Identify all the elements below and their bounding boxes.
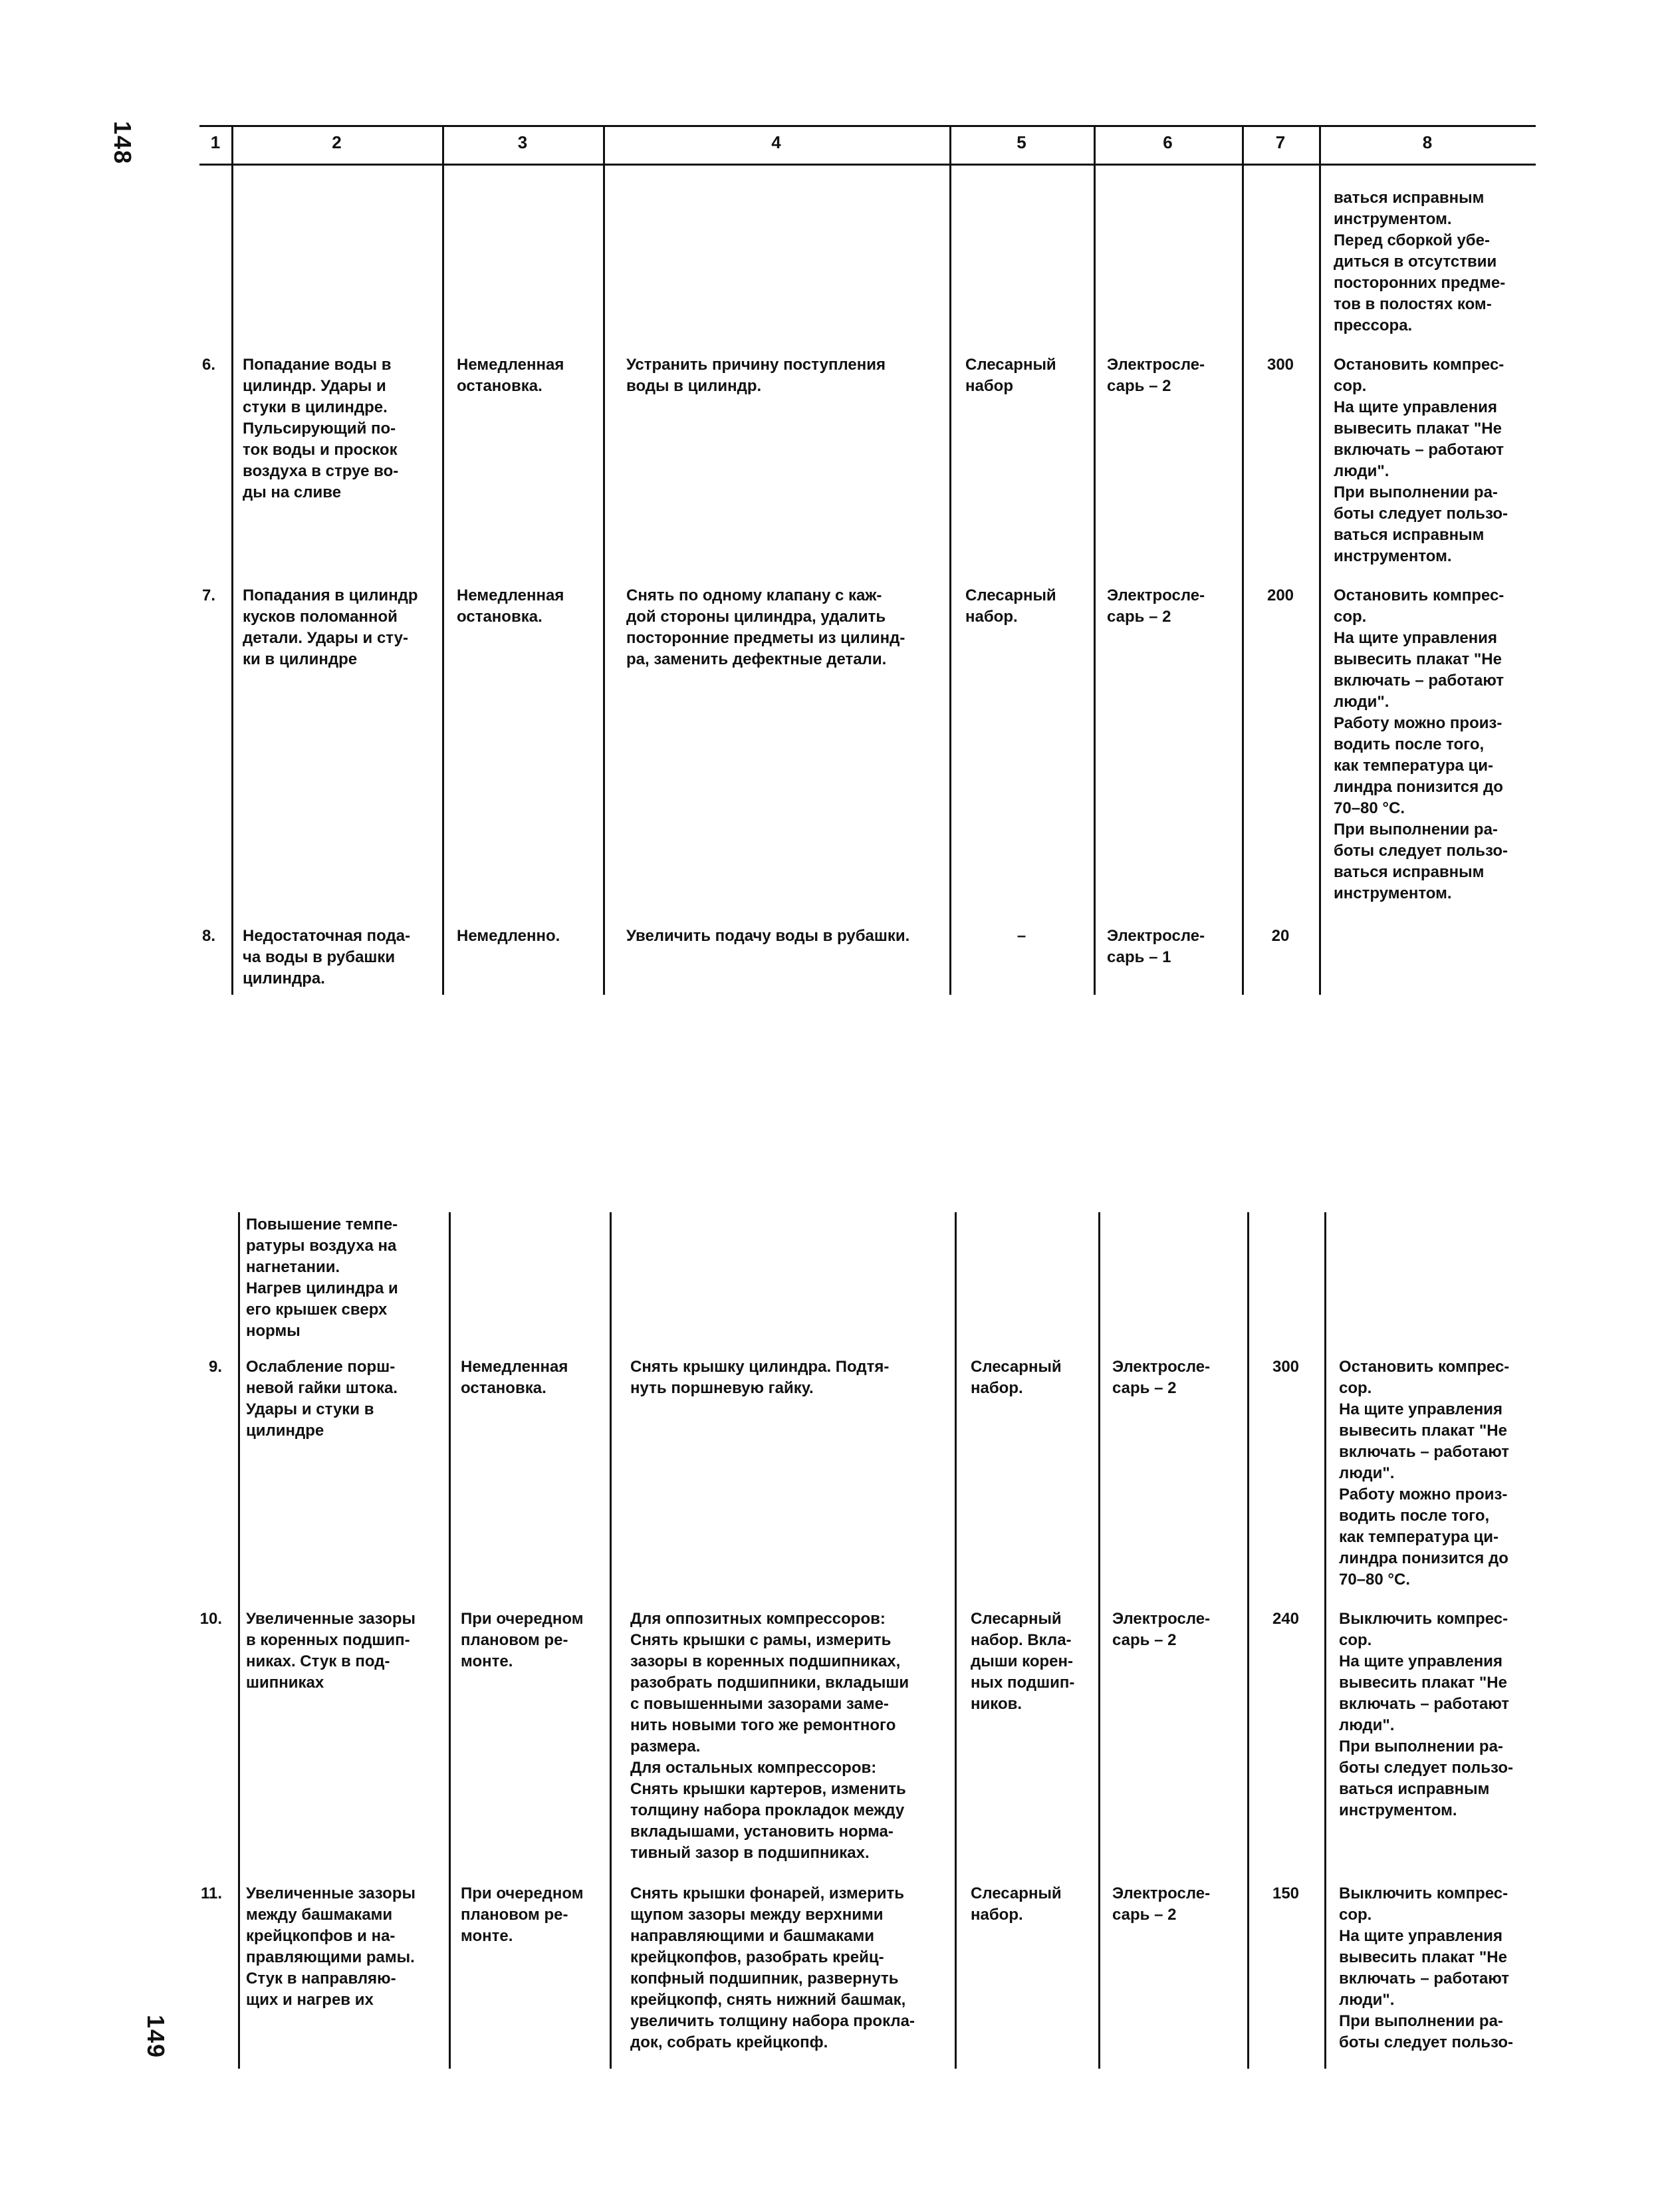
column-header-1: 1 <box>210 132 221 152</box>
staff: Электросле- сарь – 2 <box>1112 1358 1211 1397</box>
column-header-8: 8 <box>1422 132 1433 152</box>
tools: Слесарный набор. <box>971 1884 1062 1924</box>
urgency: Немедленная остановка. <box>457 586 564 626</box>
urgency: При очередном плановом ре- монте. <box>461 1884 584 1945</box>
staff: Электросле- сарь – 2 <box>1107 586 1205 626</box>
column-divider <box>231 164 233 995</box>
tools: Слесарный набор. <box>965 586 1056 626</box>
labor-time: 200 <box>1266 586 1294 604</box>
safety-notes: Остановить компрес- сор. На щите управления вывесить плакат "Не включать – работают люди". Работу можно произ- водить после того, как температура ци- линдра понизится до 70–80 °С. При выполнении ра- боты следует пользо- ваться исправным инструментом. <box>1334 586 1508 902</box>
row-number: 10. <box>199 1610 222 1628</box>
labor-time: 300 <box>1266 356 1294 374</box>
column-divider <box>1324 1212 1326 2069</box>
safety-notes: Выключить компрес- сор. На щите управления вывесить плакат "Не включать – работают люди". При выполнении ра- боты следует пользо- <box>1339 1884 1513 2051</box>
corrective-action: Для оппозитных компрессоров: Снять крышки с рамы, измерить зазоры в коренных подшипниках, разобрать подшипники, вкладыши с повышенными зазорами заме- нить новыми того же ремонтного размера. Для остальных компрессоров: Снять крышки картеров, изменить толщину набора прокладок между вкладышами, установить норма- тивный зазор в подшипниках. <box>630 1610 909 1862</box>
corrective-action: Увеличить подачу воды в рубашки. <box>626 927 910 945</box>
tools: Слесарный набор. <box>971 1358 1062 1397</box>
staff: Электросле- сарь – 2 <box>1112 1884 1211 1924</box>
column-divider <box>449 1212 451 2069</box>
column-header-4: 4 <box>771 132 781 152</box>
fault-description: Недостаточная пода- ча воды в рубашки цилиндра. <box>243 927 411 987</box>
fault-description: Увеличенные зазоры между башмаками крейцкопфов и на- правляющими рамы. Стук в направляю- щих и нагрев их <box>246 1884 416 2009</box>
urgency: Немедленная остановка. <box>457 356 564 395</box>
row-number: 8. <box>201 927 215 945</box>
continuation-notes: ваться исправным инструментом. Перед сборкой убе- диться в отсутствии посторонних предме- тов в полостях ком- прессора. <box>1334 189 1506 334</box>
column-header-5: 5 <box>1017 132 1026 152</box>
urgency: Немедленно. <box>457 927 560 945</box>
fault-description: Ослабление порш- невой гайки штока. Удары и стуки в цилиндре <box>246 1358 398 1440</box>
column-header-2: 2 <box>332 132 342 152</box>
row-number: 7. <box>201 586 215 604</box>
column-divider <box>1319 125 1321 995</box>
labor-time: 300 <box>1272 1358 1300 1376</box>
column-divider <box>603 125 605 995</box>
column-divider <box>238 1212 240 2069</box>
corrective-action: Устранить причину поступления воды в цилиндр. <box>626 356 886 395</box>
page-number-top: 148 <box>109 121 136 166</box>
staff: Электросле- сарь – 2 <box>1112 1610 1211 1649</box>
column-divider <box>610 1212 612 2069</box>
labor-time: 240 <box>1272 1610 1300 1628</box>
row-number: 6. <box>201 356 215 374</box>
column-divider <box>1242 125 1244 995</box>
urgency: Немедленная остановка. <box>461 1358 568 1397</box>
column-divider <box>1098 1212 1100 2069</box>
staff: Электросле- сарь – 2 <box>1107 356 1205 395</box>
fault-description: Попадания в цилиндр кусков поломанной детали. Удары и сту- ки в цилиндре <box>243 586 418 668</box>
column-divider <box>1247 1212 1249 2069</box>
safety-notes: Остановить компрес- сор. На щите управления вывесить плакат "Не включать – работают люди". Работу можно произ- водить после того, как температура ци- линдра понизится до 70–80 °С. <box>1339 1358 1510 1589</box>
fault-description: Увеличенные зазоры в коренных подшип- никах. Стук в под- шипниках <box>246 1610 416 1692</box>
staff: Электросле- сарь – 1 <box>1107 927 1205 966</box>
labor-time: 20 <box>1271 927 1290 945</box>
tools: – <box>1017 927 1026 945</box>
column-header-3: 3 <box>517 132 528 152</box>
column-header-6: 6 <box>1163 132 1173 152</box>
table-top-rule <box>199 125 1536 127</box>
safety-notes: Остановить компрес- сор. На щите управления вывесить плакат "Не включать – работают люди". При выполнении ра- боты следует пользо- ваться исправным инструментом. <box>1334 356 1508 565</box>
column-divider <box>1094 125 1096 995</box>
page-number-bottom: 149 <box>142 2015 170 2059</box>
corrective-action: Снять по одному клапану с каж- дой стороны цилиндра, удалить посторонние предметы из цилинд- ра, заменить дефектные детали. <box>626 586 905 668</box>
fault-description: Попадание воды в цилиндр. Удары и стуки в цилиндре. Пульсирующий по- ток воды и проскок воздуха в струе во- ды на сливе <box>243 356 399 501</box>
column-divider <box>955 1212 957 2069</box>
safety-notes: Выключить компрес- сор. На щите управления вывесить плакат "Не включать – работают люди". При выполнении ра- боты следует пользо- ваться исправным инструментом. <box>1339 1610 1513 1819</box>
continuation-fault: Повышение темпе- ратуры воздуха на нагнетании. Нагрев цилиндра и его крышек сверх нормы <box>246 1216 398 1340</box>
tools: Слесарный набор <box>965 356 1056 395</box>
corrective-action: Снять крышки фонарей, измерить щупом зазоры между верхними направляющими и башмаками крейцкопфов, разобрать крейц- копфный подшипник, развернуть крейцкопф, снять нижний башмак, увеличить толщину набора прокла- док, собрать крейцкопф. <box>630 1884 915 2051</box>
urgency: При очередном плановом ре- монте. <box>461 1610 584 1670</box>
column-divider <box>949 125 951 995</box>
tools: Слесарный набор. Вкла- дыши корен- ных подшип- ников. <box>971 1610 1075 1713</box>
labor-time: 150 <box>1272 1884 1300 1902</box>
row-number: 11. <box>200 1884 222 1902</box>
column-header-7: 7 <box>1275 132 1286 152</box>
table-header-rule <box>199 164 1536 166</box>
corrective-action: Снять крышку цилиндра. Подтя- нуть поршневую гайку. <box>630 1358 890 1397</box>
row-number: 9. <box>208 1358 222 1376</box>
column-divider <box>442 125 444 995</box>
